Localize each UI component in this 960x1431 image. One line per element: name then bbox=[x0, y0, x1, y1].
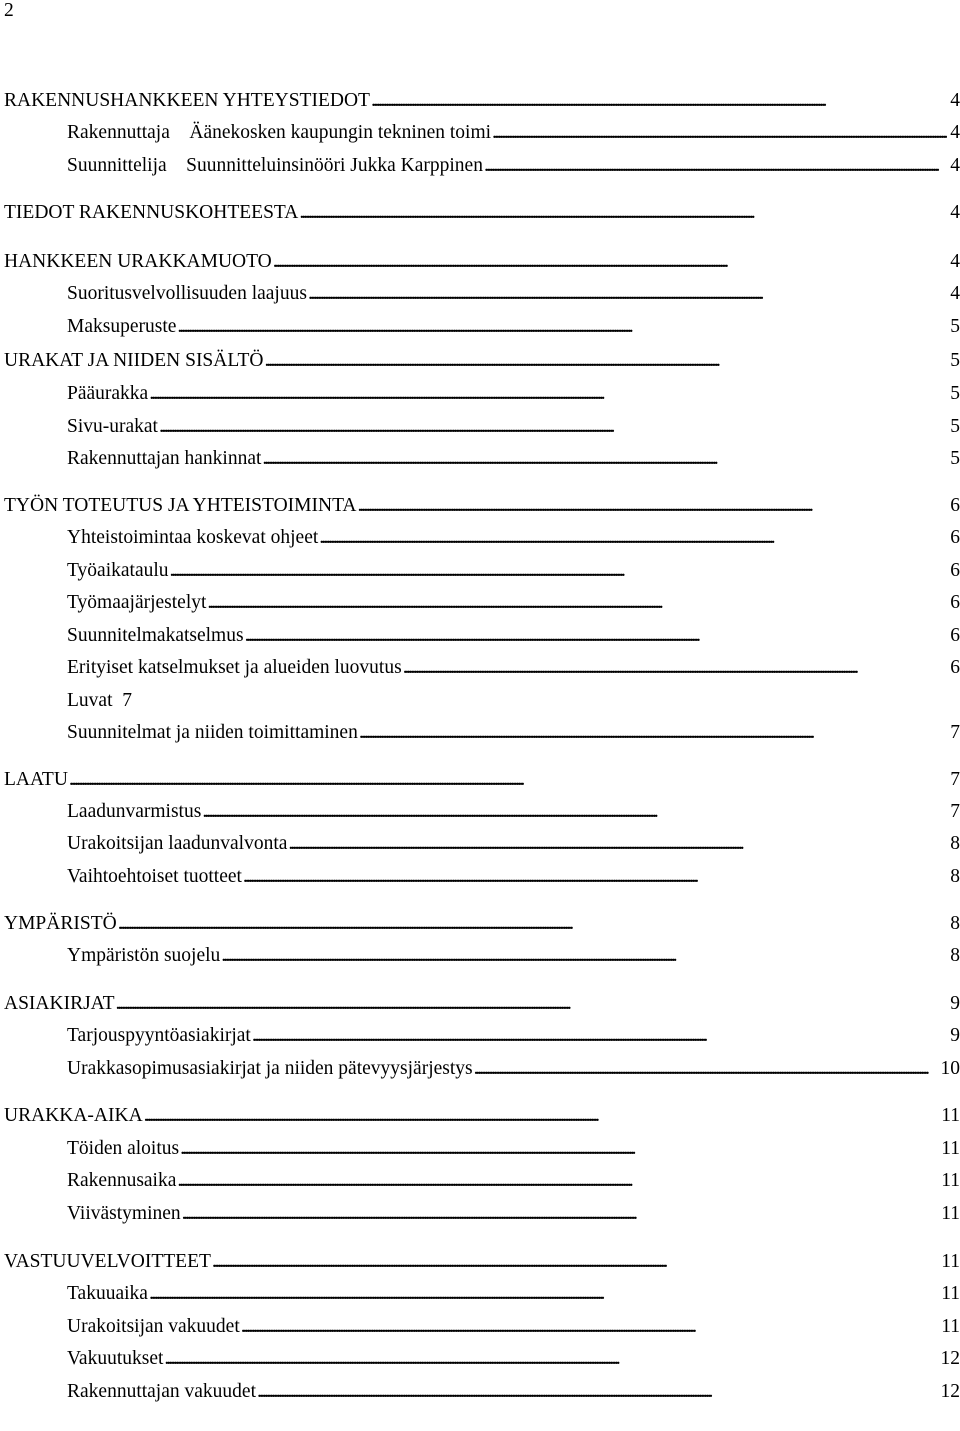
toc-entry[interactable] bbox=[67, 591, 960, 615]
toc-entry-title: YMPÄRISTÖ bbox=[4, 913, 117, 934]
toc-entry[interactable] bbox=[4, 89, 960, 113]
toc-entry-title: Suunnitelmat ja niiden toimittaminen bbox=[67, 722, 358, 743]
toc-entry-title: Maksuperuste bbox=[67, 316, 177, 337]
toc-entry-page-number: 11 bbox=[941, 1170, 960, 1191]
toc-entry-page-number: 8 bbox=[950, 913, 960, 934]
toc-dot-leader bbox=[241, 1315, 938, 1339]
toc-entry-title: Sivu-urakat bbox=[67, 416, 158, 437]
toc-entry[interactable] bbox=[4, 250, 960, 274]
toc-dot-leader bbox=[262, 447, 947, 471]
toc-entry-title: URAKKA-AIKA bbox=[4, 1105, 143, 1126]
toc-entry[interactable] bbox=[67, 865, 960, 889]
toc-dot-leader bbox=[116, 992, 948, 1016]
toc-entry-title: Erityiset katselmukset ja alueiden luovutus bbox=[67, 657, 402, 678]
toc-entry-title: Rakennusaika bbox=[67, 1170, 177, 1191]
toc-entry[interactable] bbox=[67, 121, 960, 145]
toc-entry-page-number: 5 bbox=[950, 448, 960, 469]
toc-entry-title: RAKENNUSHANKKEEN YHTEYSTIEDOT bbox=[4, 90, 370, 111]
toc-entry[interactable] bbox=[67, 624, 960, 648]
toc-entry-title: Työmaajärjestelyt bbox=[67, 592, 207, 613]
toc-entry-page-number: 11 bbox=[941, 1283, 960, 1304]
toc-entry-title: Työaikataulu bbox=[67, 560, 169, 581]
toc-entry[interactable] bbox=[67, 832, 960, 856]
toc-dot-leader bbox=[212, 1250, 938, 1274]
toc-entry-page-number: 6 bbox=[950, 495, 960, 516]
toc-dot-leader bbox=[308, 282, 947, 306]
toc-dot-leader bbox=[164, 1347, 937, 1371]
toc-entry[interactable] bbox=[67, 689, 960, 713]
toc-dot-leader bbox=[177, 1169, 938, 1193]
toc-entry-page-number: 4 bbox=[950, 283, 960, 304]
toc-entry[interactable] bbox=[67, 1057, 960, 1081]
toc-entry-title: VASTUUVELVOITTEET bbox=[4, 1251, 211, 1272]
toc-dot-leader bbox=[273, 250, 947, 274]
toc-dot-leader bbox=[299, 201, 947, 225]
toc-entry-title: Takuuaika bbox=[67, 1283, 148, 1304]
toc-entry-title: Suoritusvelvollisuuden laajuus bbox=[67, 283, 307, 304]
toc-dot-leader bbox=[371, 89, 947, 113]
toc-entry-title: ASIAKIRJAT bbox=[4, 993, 115, 1014]
toc-entry-title: Töiden aloitus bbox=[67, 1138, 180, 1159]
toc-entry-title: Ympäristön suojelu bbox=[67, 945, 221, 966]
toc-entry-title: Pääurakka bbox=[67, 383, 149, 404]
toc-dot-leader bbox=[319, 526, 947, 550]
toc-entry[interactable] bbox=[67, 526, 960, 550]
toc-entry-page-number: 8 bbox=[950, 833, 960, 854]
toc-entry-page-number: 12 bbox=[940, 1381, 960, 1402]
toc-entry-title: URAKAT JA NIIDEN SISÄLTÖ bbox=[4, 350, 264, 371]
toc-entry[interactable] bbox=[67, 559, 960, 583]
toc-entry-page-number: 8 bbox=[950, 866, 960, 887]
toc-dot-leader bbox=[252, 1024, 947, 1048]
toc-entry[interactable] bbox=[4, 912, 960, 936]
toc-dot-leader bbox=[144, 1104, 939, 1128]
toc-entry-page-number: 5 bbox=[950, 383, 960, 404]
toc-entry-page-number: 7 bbox=[950, 722, 960, 743]
toc-entry-title: Laadunvarmistus bbox=[67, 801, 202, 822]
toc-entry-page-number: 10 bbox=[940, 1058, 960, 1079]
toc-entry[interactable] bbox=[67, 1347, 960, 1371]
toc-entry-page-number: 4 bbox=[950, 122, 960, 143]
toc-dot-leader bbox=[288, 832, 947, 856]
toc-dot-leader bbox=[221, 944, 947, 968]
toc-dot-leader bbox=[257, 1380, 938, 1404]
toc-dot-leader bbox=[474, 1057, 938, 1081]
toc-entry[interactable] bbox=[67, 315, 960, 339]
toc-entry[interactable] bbox=[67, 1282, 960, 1306]
toc-entry-title: Rakennuttajan hankinnat bbox=[67, 448, 262, 469]
toc-entry-title: Luvat 7 bbox=[67, 690, 132, 711]
toc-entry-page-number: 6 bbox=[950, 625, 960, 646]
toc-entry[interactable] bbox=[4, 201, 960, 225]
toc-entry[interactable] bbox=[67, 944, 960, 968]
toc-entry-page-number: 6 bbox=[950, 560, 960, 581]
toc-entry-page-number: 7 bbox=[950, 769, 960, 790]
toc-dot-leader bbox=[484, 154, 947, 178]
toc-dot-leader bbox=[202, 800, 947, 824]
toc-entry[interactable] bbox=[67, 1315, 960, 1339]
toc-entry-page-number: 11 bbox=[941, 1251, 960, 1272]
toc-dot-leader bbox=[159, 415, 947, 439]
toc-entry-page-number: 12 bbox=[940, 1348, 960, 1369]
toc-entry-page-number: 4 bbox=[950, 202, 960, 223]
toc-entry[interactable] bbox=[67, 282, 960, 306]
toc-entry-title: Suunnitelmakatselmus bbox=[67, 625, 244, 646]
toc-entry-title: Vaihtoehtoiset tuotteet bbox=[67, 866, 242, 887]
toc-entry-page-number: 4 bbox=[950, 90, 960, 111]
toc-entry[interactable] bbox=[4, 494, 960, 518]
toc-entry-title: Urakkasopimusasiakirjat ja niiden pätevyysjärjestys bbox=[67, 1058, 473, 1079]
toc-entry[interactable] bbox=[67, 154, 960, 178]
toc-dot-leader bbox=[264, 349, 947, 373]
toc-entry-page-number: 6 bbox=[950, 657, 960, 678]
toc-dot-leader bbox=[359, 721, 947, 745]
toc-entry-title: HANKKEEN URAKKAMUOTO bbox=[4, 251, 272, 272]
toc-entry-page-number: 5 bbox=[950, 416, 960, 437]
toc-entry-page-number: 9 bbox=[950, 993, 960, 1014]
toc-entry[interactable] bbox=[67, 1380, 960, 1404]
toc-entry-title: Urakoitsijan laadunvalvonta bbox=[67, 833, 288, 854]
toc-dot-leader bbox=[358, 494, 948, 518]
toc-entry[interactable] bbox=[67, 1169, 960, 1193]
toc-entry-page-number: 11 bbox=[941, 1105, 960, 1126]
toc-dot-leader bbox=[177, 315, 947, 339]
toc-entry[interactable] bbox=[4, 1250, 960, 1274]
toc-dot-leader bbox=[182, 1202, 939, 1226]
toc-dot-leader bbox=[245, 624, 948, 648]
toc-dot-leader bbox=[180, 1137, 938, 1161]
toc-dot-leader bbox=[492, 121, 947, 145]
toc-entry-title: LAATU bbox=[4, 769, 68, 790]
toc-entry-page-number: 5 bbox=[950, 350, 960, 371]
toc-entry-title: Vakuutukset bbox=[67, 1348, 164, 1369]
toc-entry[interactable] bbox=[67, 656, 960, 680]
toc-entry-page-number: 9 bbox=[950, 1025, 960, 1046]
toc-entry-page-number: 11 bbox=[941, 1316, 960, 1337]
toc-entry-page-number: 11 bbox=[941, 1138, 960, 1159]
toc-entry-page-number: 4 bbox=[950, 251, 960, 272]
toc-entry-page-number: 6 bbox=[950, 527, 960, 548]
toc-entry[interactable] bbox=[67, 800, 960, 824]
toc-entry[interactable] bbox=[4, 349, 960, 373]
toc-dot-leader bbox=[170, 559, 948, 583]
toc-entry[interactable] bbox=[67, 447, 960, 471]
toc-dot-leader bbox=[69, 768, 947, 792]
toc-dot-leader bbox=[243, 865, 947, 889]
toc-entry-title: Viivästyminen bbox=[67, 1203, 181, 1224]
toc-entry-title: Yhteistoimintaa koskevat ohjeet bbox=[67, 527, 319, 548]
toc-entry[interactable] bbox=[67, 415, 960, 439]
toc-entry[interactable] bbox=[4, 768, 960, 792]
toc-dot-leader bbox=[149, 1282, 938, 1306]
toc-entry[interactable] bbox=[4, 1104, 960, 1128]
page-number: 2 bbox=[4, 0, 14, 21]
toc-entry-page-number: 5 bbox=[950, 316, 960, 337]
toc-entry[interactable] bbox=[67, 721, 960, 745]
toc-entry-page-number: 4 bbox=[950, 155, 960, 176]
toc-entry[interactable] bbox=[67, 1202, 960, 1226]
toc-entry[interactable] bbox=[67, 382, 960, 406]
toc-entry-page-number: 7 bbox=[950, 801, 960, 822]
toc-entry-title: Tarjouspyyntöasiakirjat bbox=[67, 1025, 251, 1046]
toc-entry-title: Urakoitsijan vakuudet bbox=[67, 1316, 240, 1337]
toc-dot-leader bbox=[207, 591, 947, 615]
toc-dot-leader bbox=[403, 656, 948, 680]
toc-entry-page-number: 6 bbox=[950, 592, 960, 613]
toc-entry-page-number: 8 bbox=[950, 945, 960, 966]
toc-entry-page-number: 11 bbox=[941, 1203, 960, 1224]
toc-entry-title: TYÖN TOTEUTUS JA YHTEISTOIMINTA bbox=[4, 495, 357, 516]
toc-entry[interactable] bbox=[67, 1024, 960, 1048]
toc-entry-title: Rakennuttaja Äänekosken kaupungin tekninen toimi bbox=[67, 122, 492, 143]
toc-entry-title: Suunnittelija Suunnitteluinsinööri Jukka Karppinen bbox=[67, 155, 483, 176]
toc-dot-leader bbox=[149, 382, 947, 406]
toc-dot-leader bbox=[118, 912, 948, 936]
toc-entry-title: TIEDOT RAKENNUSKOHTEESTA bbox=[4, 202, 299, 223]
toc-entry[interactable] bbox=[67, 1137, 960, 1161]
toc-entry[interactable] bbox=[4, 992, 960, 1016]
toc-entry-title: Rakennuttajan vakuudet bbox=[67, 1381, 256, 1402]
